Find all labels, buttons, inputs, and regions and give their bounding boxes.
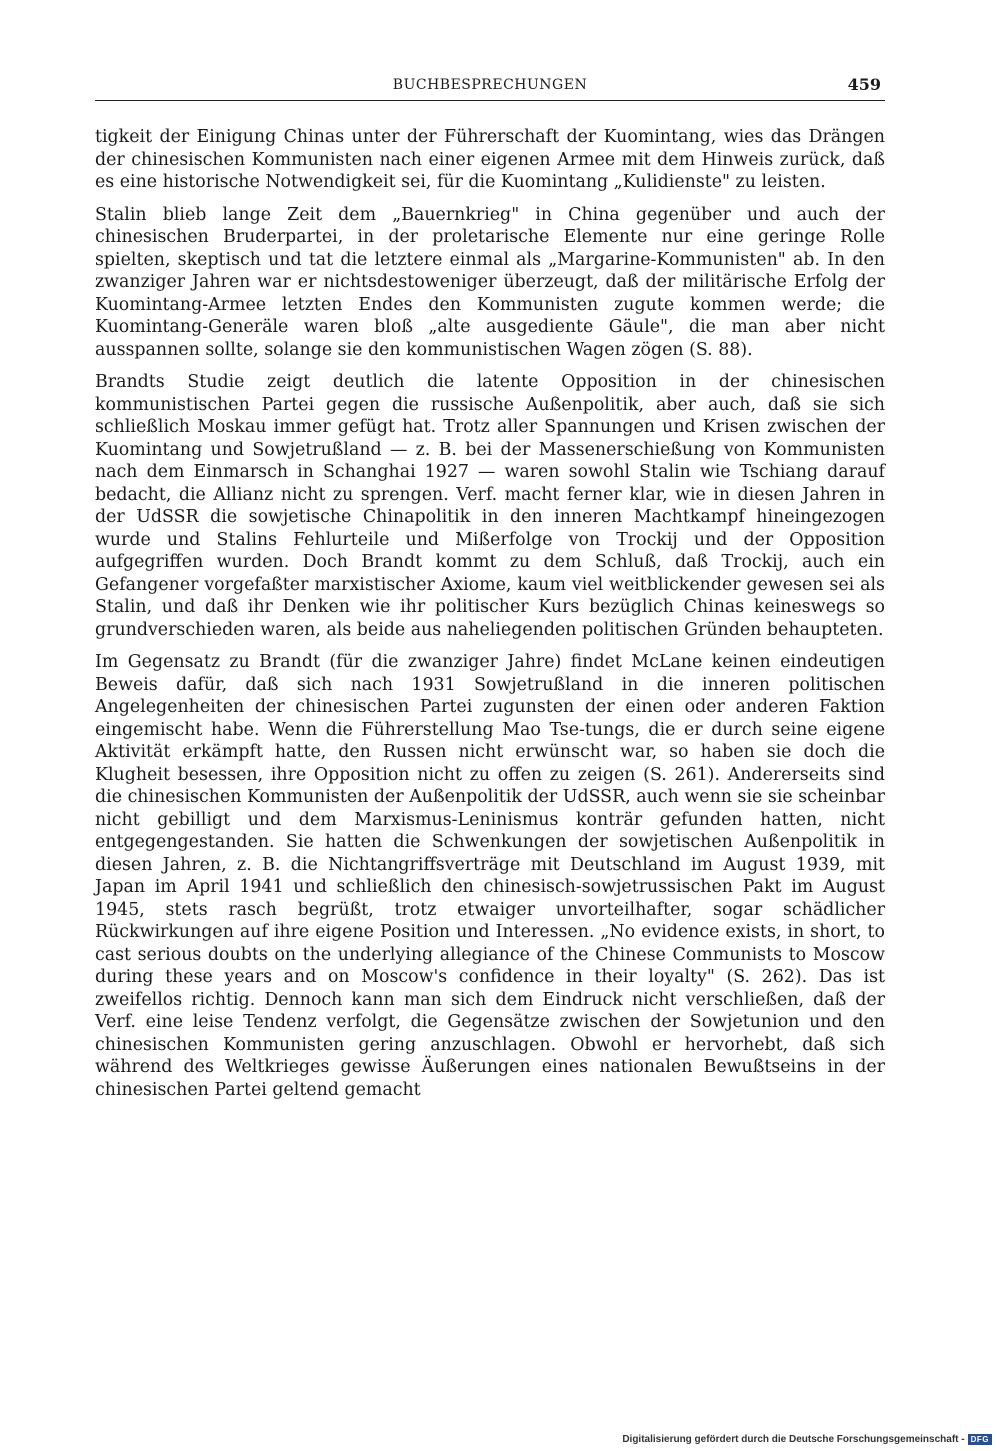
dfg-logo: DFG [968, 1434, 992, 1445]
digitization-credit [622, 1434, 992, 1445]
running-head: BUCHBESPRECHUNGEN [392, 77, 588, 93]
paragraph: Im Gegensatz zu Brandt (für die zwanziger Jahre) findet McLane keinen eindeutigen Beweis dafür, daß sich nach 1931 Sowjetrußland in die inneren politischen Angelegenheiten der chinesischen Partei zugunsten der einen oder anderen Faktion eingemischt habe. Wenn die Führerstellung Mao Tse-tungs, die er durch seine eigene Aktivität erkämpft hatte, den Russen nicht erwünscht war, so haben sie doch die Klugheit besessen, ihre Opposition nicht zu offen zu zeigen (S. 261). Andererseits sind die chinesischen Kommunisten der Außenpolitik der UdSSR, auch wenn sie sie scheinbar nicht gebilligt und dem Marxismus-Leninismus konträr gefunden hatten, nicht entgegengestanden. Sie hatten die Schwenkungen der sowjetischen Außenpolitik in diesen Jahren, z. B. die Nichtangriffsverträge mit Deutschland im August 1939, mit Japan im April 1941 und schließlich den chinesisch-sowjetrussischen Pakt im August 1945, stets rasch begrüßt, trotz etwaiger unvorteilhafter, sogar schädlicher Rückwirkungen auf ihre eigene Position und Interessen. „No evidence exists, in short, to cast serious doubts on the underlying allegiance of the Chinese Communists to Moscow during these years and on Moscow's confidence in their loyalty" (S. 262). Das ist zweifellos richtig. Dennoch kann man sich dem Eindruck nicht verschließen, daß der Verf. eine leise Tendenz verfolgt, die Gegensätze zwischen der Sowjetunion und den chinesischen Kommunisten gering anzuschlagen. Obwohl er hervorhebt, daß sich während des Weltkrieges gewisse Äußerungen eines nationalen Bewußtseins in der chinesischen Partei geltend gemacht [95, 652, 885, 1100]
paragraph: Brandts Studie zeigt deutlich die latente Opposition in der chinesischen kommunistischen Partei gegen die russische Außenpolitik, aber auch, daß sie sich schließlich Moskau immer gefügt hat. Trotz aller Spannungen und Krisen zwischen der Kuomintang und Sowjetrußland — z. B. bei der Massenerschießung von Kommunisten nach dem Einmarsch in Schanghai 1927 — waren sowohl Stalin wie Tschiang darauf bedacht, die Allianz nicht zu sprengen. Verf. macht ferner klar, wie in diesen Jahren in der UdSSR die sowjetische Chinapolitik in den inneren Machtkampf hineingezogen wurde und Stalins Fehlurteile und Mißerfolge von Trockij und der Opposition aufgegriffen wurden. Doch Brandt kommt zu dem Schluß, daß Trockij, auch ein Gefangener vorgefaßter marxistischer Axiome, kaum viel weitblickender gewesen sei als Stalin, und daß ihr Denken wie ihr politischer Kurs bezüglich Chinas keineswegs so grundverschieden waren, als beide aus naheliegenden politischen Gründen behaupteten. [95, 372, 885, 640]
page-number: 459 [847, 75, 881, 94]
body-text [95, 126, 885, 1111]
paragraph: Stalin blieb lange Zeit dem „Bauernkrieg" in China gegenüber und auch der chinesischen Bruderpartei, in der proletarische Elemente nur eine geringe Rolle spielten, skeptisch und tat die letztere einmal als „Margarine-Kommunisten" ab. In den zwanziger Jahren war er nichtsdestoweniger überzeugt, daß der militärische Erfolg der Kuomintang-Armee letzten Endes den Kommunisten zugute kommen werde; die Kuomintang-Generäle waren bloß „alte ausgediente Gäule", die man aber nicht ausspannen sollte, solange sie den kommunistischen Wagen zögen (S. 88). [95, 204, 885, 360]
credit-text: Digitalisierung gefördert durch die Deutsche Forschungsgemeinschaft - [622, 1434, 965, 1445]
page-header [95, 76, 885, 101]
paragraph: tigkeit der Einigung Chinas unter der Führerschaft der Kuomintang, wies das Drängen der chinesischen Kommunisten nach einer eigenen Armee mit dem Hinweis zurück, daß es eine historische Notwendigkeit sei, für die Kuomintang „Kulidienste" zu leisten. [95, 127, 885, 192]
